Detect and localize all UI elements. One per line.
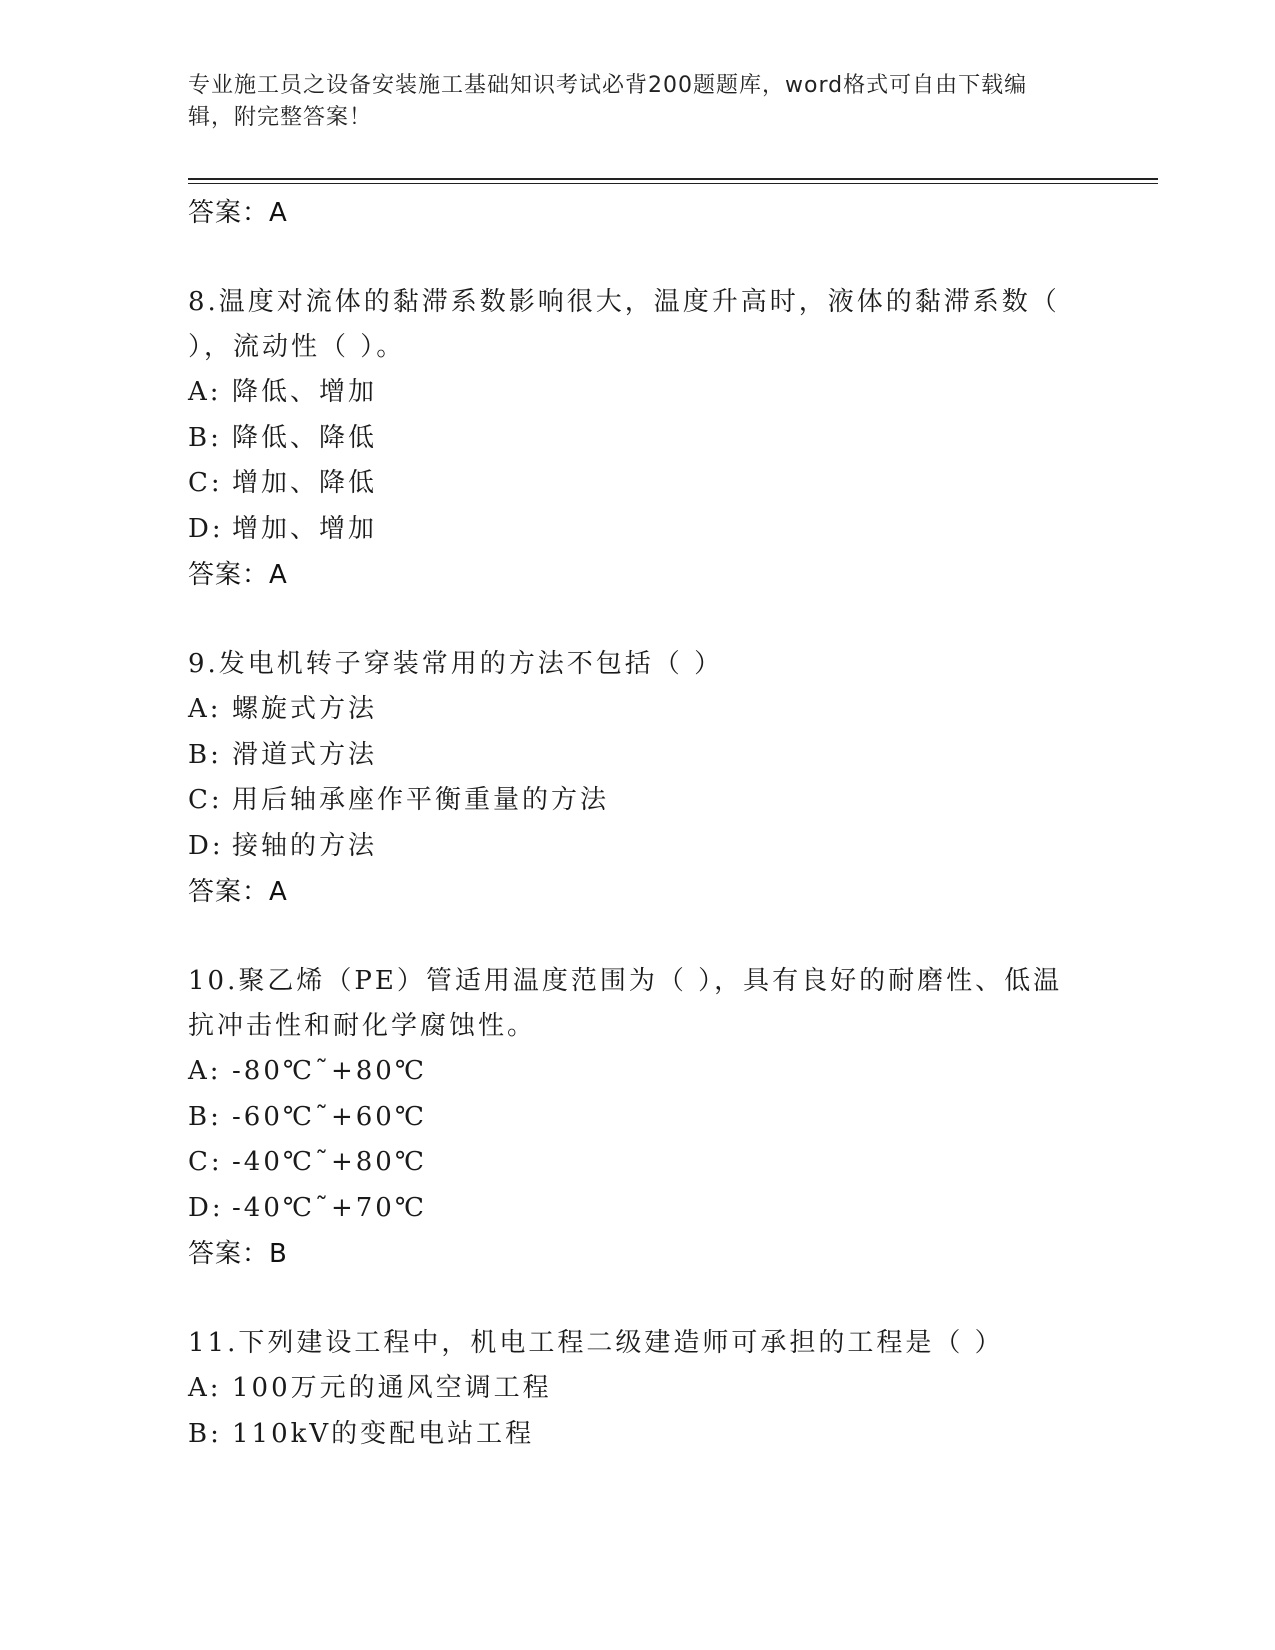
option-letter: C: (188, 1147, 223, 1177)
option-a (188, 1049, 1068, 1095)
answer-line: 答案：A (188, 198, 288, 228)
option-c (188, 1140, 1068, 1186)
option-text: -40℃˜+80℃ (232, 1147, 427, 1177)
option-text: 增加、增加 (232, 513, 378, 544)
option-d (188, 507, 1068, 553)
question-10 (188, 959, 1068, 1277)
option-letter: A: (188, 1056, 222, 1086)
answer-line: 答案：A (188, 560, 288, 590)
option-b (188, 1095, 1068, 1141)
option-a (188, 1366, 1068, 1412)
option-text: 滑道式方法 (232, 739, 378, 770)
option-letter: B: (188, 739, 222, 770)
question-stem: 10.聚乙烯（PE）管适用温度范围为（ ），具有良好的耐磨性、低温抗冲击性和耐化学腐蚀性。 (188, 966, 1063, 1041)
header-divider-thick (188, 178, 1158, 180)
option-letter: B: (188, 422, 222, 453)
option-text: 降低、降低 (232, 422, 378, 453)
option-letter: D: (188, 1192, 224, 1223)
option-text: 用后轴承座作平衡重量的方法 (232, 785, 610, 815)
option-letter: C: (188, 468, 223, 498)
document-header (188, 70, 1068, 134)
option-text: 接轴的方法 (232, 830, 378, 861)
question-stem: 11.下列建设工程中，机电工程二级建造师可承担的工程是（ ） (188, 1328, 1004, 1358)
option-d (188, 824, 1068, 870)
question-9 (188, 642, 1068, 915)
answer-line: 答案：A (188, 877, 288, 907)
option-text: 降低、增加 (232, 377, 378, 407)
option-letter: B: (188, 1101, 222, 1132)
option-c (188, 778, 1068, 824)
option-letter: D: (188, 830, 224, 861)
question-stem: 9.发电机转子穿装常用的方法不包括（ ） (188, 649, 724, 679)
option-b (188, 733, 1068, 779)
question-stem: 8.温度对流体的黏滞系数影响很大，温度升高时，液体的黏滞系数（ ），流动性（ ）。 (188, 287, 1060, 362)
option-letter: D: (188, 513, 224, 544)
option-letter: A: (188, 694, 222, 724)
document-title: 专业施工员之设备安装施工基础知识考试必背200题题库，word格式可自由下载编辑，附完整答案！ (188, 73, 1028, 130)
option-b (188, 416, 1068, 462)
question-11 (188, 1321, 1068, 1457)
option-text: 增加、降低 (232, 468, 378, 498)
option-text: 100万元的通风空调工程 (232, 1373, 552, 1403)
option-text: 110kV的变配电站工程 (232, 1418, 535, 1449)
option-text: 螺旋式方法 (232, 694, 378, 724)
question-8 (188, 280, 1068, 598)
header-divider-thin (188, 183, 1158, 184)
option-a (188, 687, 1068, 733)
option-a (188, 370, 1068, 416)
option-b (188, 1412, 1068, 1458)
option-letter: A: (188, 377, 222, 407)
answer-line: 答案：B (188, 1239, 288, 1269)
option-c (188, 461, 1068, 507)
option-text: -40℃˜+70℃ (232, 1192, 427, 1223)
option-text: -60℃˜+60℃ (232, 1101, 427, 1132)
option-d (188, 1186, 1068, 1232)
option-letter: B: (188, 1418, 222, 1449)
option-text: -80℃˜+80℃ (232, 1056, 427, 1086)
option-letter: A: (188, 1373, 222, 1403)
option-letter: C: (188, 785, 223, 815)
question-list (188, 190, 1068, 1457)
